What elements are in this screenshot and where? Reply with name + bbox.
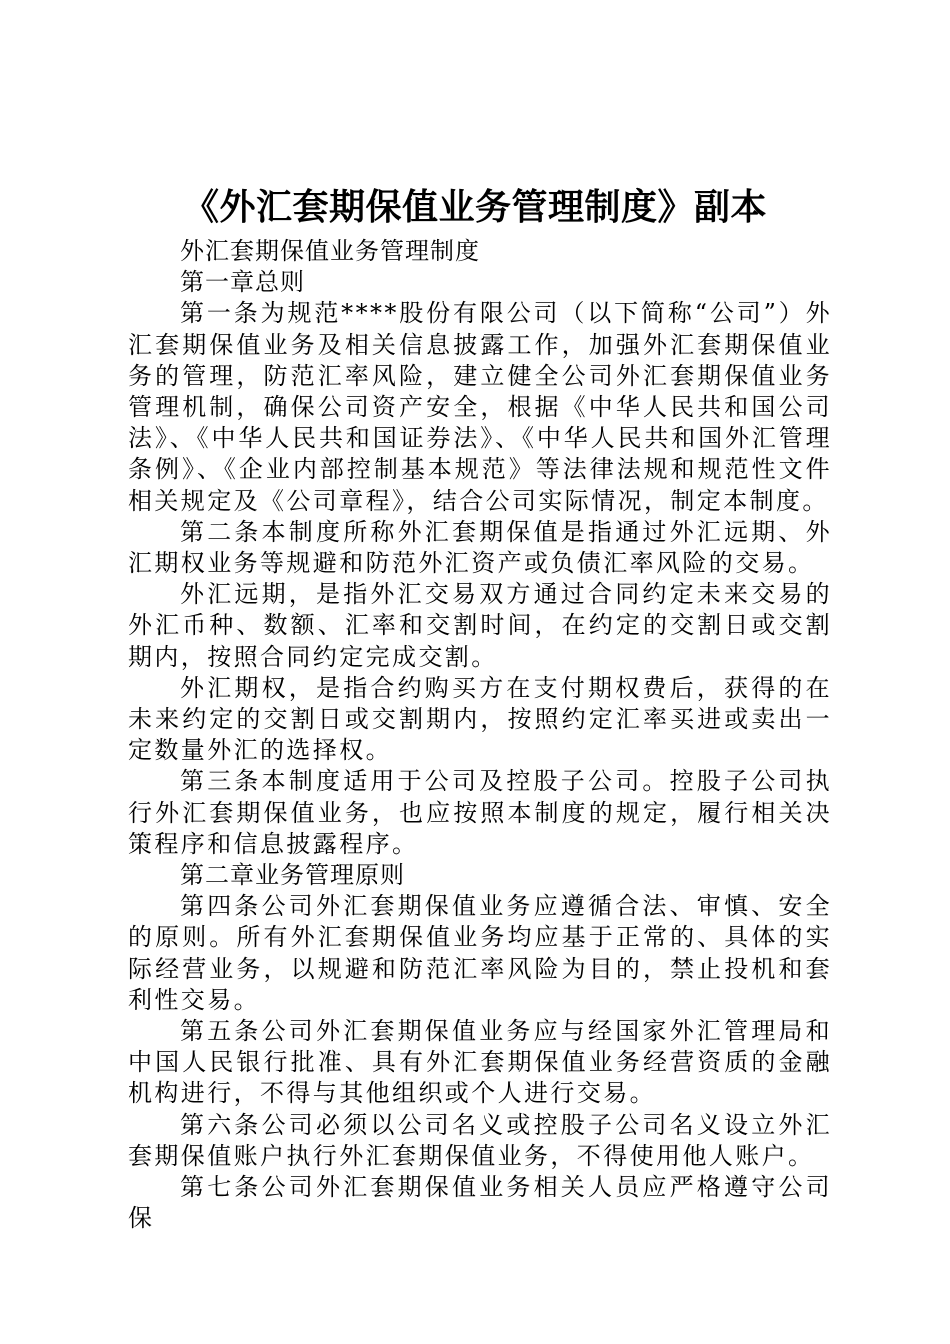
article-7-paragraph: 第七条公司外汇套期保值业务相关人员应严格遵守公司保 <box>128 1173 832 1233</box>
article-1-paragraph: 第一条为规范****股份有限公司（以下简称“公司”）外汇套期保值业务及相关信息披露工作，加强外汇套期保值业务的管理，防范汇率风险，建立健全公司外汇套期保值业务管理机制，确保公司资产安全，根据《中华人民共和国公司法》、《中华人民共和国证券法》、《中华人民共和国外汇管理条例》、《企业内部控制基本规范》等法律法规和规范性文件相关规定及《公司章程》，结合公司实际情况，制定本制度。 <box>128 299 832 515</box>
article-6-paragraph: 第六条公司必须以公司名义或控股子公司名义设立外汇套期保值账户执行外汇套期保值业务，不得使用他人账户。 <box>128 1110 832 1170</box>
document-subtitle: 外汇套期保值业务管理制度 <box>180 237 480 265</box>
option-definition-paragraph: 外汇期权，是指合约购买方在支付期权费后，获得的在未来约定的交割日或交割期内，按照约定汇率买进或卖出一定数量外汇的选择权。 <box>128 673 832 765</box>
forward-definition-paragraph: 外汇远期，是指外汇交易双方通过合同约定未来交易的外汇币种、数额、汇率和交割时间，在约定的交割日或交割期内，按照合同约定完成交割。 <box>128 580 832 671</box>
article-4-paragraph: 第四条公司外汇套期保值业务应遵循合法、审慎、安全的原则。所有外汇套期保值业务均应基于正常的、具体的实际经营业务，以规避和防范汇率风险为目的，禁止投机和套利性交易。 <box>128 892 832 1014</box>
document-title: 《外汇套期保值业务管理制度》副本 <box>182 187 767 228</box>
chapter-heading-1: 第一章总则 <box>180 268 305 297</box>
chapter-heading-2: 第二章业务管理原则 <box>180 861 405 890</box>
article-3-paragraph: 第三条本制度适用于公司及控股子公司。控股子公司执行外汇套期保值业务，也应按照本制度的规定，履行相关决策程序和信息披露程序。 <box>128 767 832 858</box>
document-body <box>128 236 832 1235</box>
article-2-paragraph: 第二条本制度所称外汇套期保值是指通过外汇远期、外汇期权业务等规避和防范外汇资产或负债汇率风险的交易。 <box>128 517 832 578</box>
article-5-paragraph: 第五条公司外汇套期保值业务应与经国家外汇管理局和中国人民银行批准、具有外汇套期保值业务经营资质的金融机构进行，不得与其他组织或个人进行交易。 <box>128 1017 832 1108</box>
